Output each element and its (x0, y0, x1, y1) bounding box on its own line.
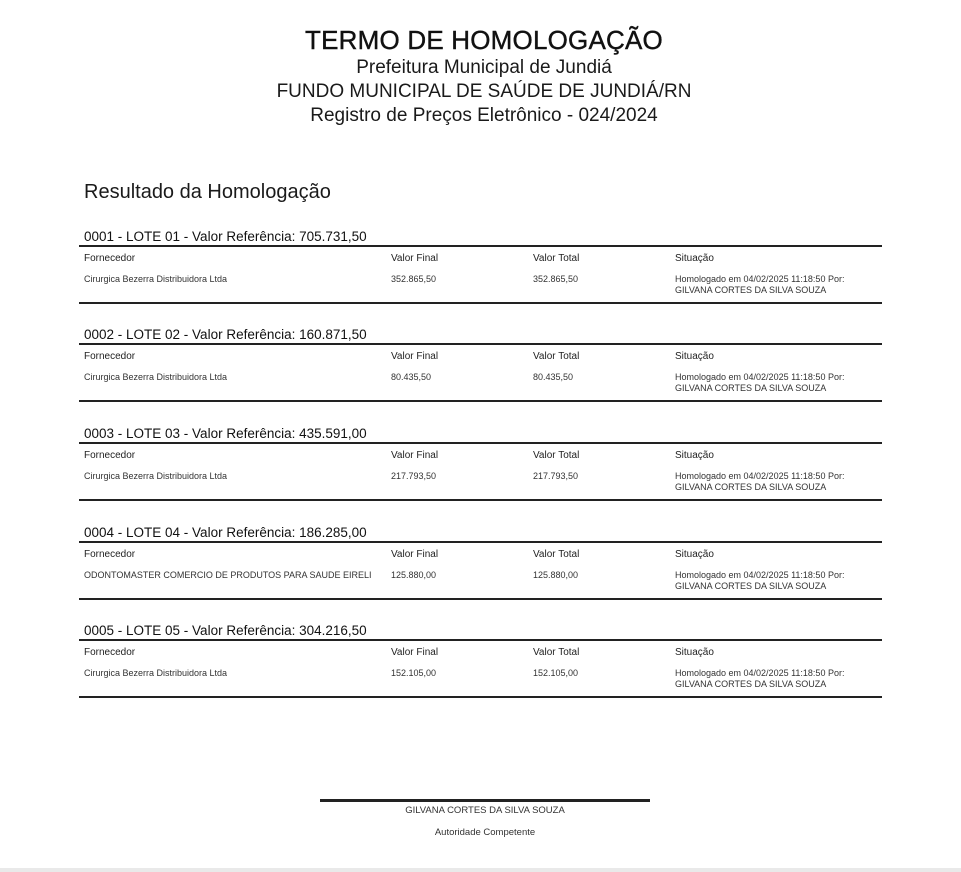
final-value-cell: 217.793,50 (391, 471, 437, 481)
document-header (0, 24, 961, 128)
status-cell: Homologado em 04/02/2025 11:18:50 Por: GILVANA CORTES DA SILVA SOUZA (675, 372, 845, 393)
lot-heading: 0001 - LOTE 01 - Valor Referência: 705.731,50 (79, 230, 882, 247)
final-value-cell: 352.865,50 (391, 274, 437, 284)
lot-block (79, 230, 882, 304)
total-value-cell: 352.865,50 (533, 274, 579, 284)
total-value-cell: 152.105,00 (533, 668, 579, 678)
lot-table (79, 247, 882, 304)
column-header-valor-final: Valor Final (391, 450, 439, 461)
table-row (79, 265, 882, 303)
column-header-fornecedor: Fornecedor (84, 253, 136, 264)
table-row (79, 561, 882, 599)
total-value-cell: 80.435,50 (533, 372, 574, 382)
column-header-fornecedor: Fornecedor (84, 450, 136, 461)
table-row (79, 462, 882, 500)
status-cell: Homologado em 04/02/2025 11:18:50 Por: GILVANA CORTES DA SILVA SOUZA (675, 274, 845, 295)
total-value-cell: 217.793,50 (533, 471, 579, 481)
lot-heading: 0005 - LOTE 05 - Valor Referência: 304.216,50 (79, 624, 882, 641)
final-value-cell: 80.435,50 (391, 372, 432, 382)
final-value-cell: 125.880,00 (391, 570, 437, 580)
column-header-situacao: Situação (675, 450, 714, 461)
status-cell: Homologado em 04/02/2025 11:18:50 Por: GILVANA CORTES DA SILVA SOUZA (675, 471, 845, 492)
lot-table (79, 641, 882, 698)
lot-heading: 0002 - LOTE 02 - Valor Referência: 160.871,50 (79, 328, 882, 345)
page-bottom-edge (0, 868, 961, 872)
supplier-cell: Cirurgica Bezerra Distribuidora Ltda (84, 274, 228, 284)
fund-name: FUNDO MUNICIPAL DE SAÚDE DE JUNDIÁ/RN (276, 81, 692, 102)
document-title: TERMO DE HOMOLOGAÇÃO (305, 25, 663, 55)
column-header-valor-total: Valor Total (533, 450, 580, 461)
column-header-fornecedor: Fornecedor (84, 351, 136, 362)
table-header-row (79, 345, 882, 363)
supplier-cell: Cirurgica Bezerra Distribuidora Ltda (84, 372, 228, 382)
signatory-role: Autoridade Competente (434, 827, 536, 838)
supplier-cell: ODONTOMASTER COMERCIO DE PRODUTOS PARA SAUDE EIRELI (84, 570, 372, 580)
lot-table (79, 543, 882, 600)
procurement-process: Registro de Preços Eletrônico - 024/2024 (310, 105, 658, 126)
lot-heading: 0003 - LOTE 03 - Valor Referência: 435.591,00 (79, 427, 882, 444)
column-header-valor-final: Valor Final (391, 549, 439, 560)
signature-block (320, 799, 650, 839)
supplier-cell: Cirurgica Bezerra Distribuidora Ltda (84, 668, 228, 678)
column-header-fornecedor: Fornecedor (84, 549, 136, 560)
table-header-row (79, 641, 882, 659)
lot-table (79, 444, 882, 501)
table-header-row (79, 247, 882, 265)
column-header-situacao: Situação (675, 647, 714, 658)
section-title: Resultado da Homologação (84, 181, 331, 203)
organization-name: Prefeitura Municipal de Jundiá (356, 57, 612, 78)
lot-block (79, 526, 882, 600)
lot-block (79, 624, 882, 698)
signatory-name: GILVANA CORTES DA SILVA SOUZA (405, 805, 565, 816)
final-value-cell: 152.105,00 (391, 668, 437, 678)
column-header-valor-total: Valor Total (533, 253, 580, 264)
lot-block (79, 328, 882, 402)
column-header-valor-final: Valor Final (391, 647, 439, 658)
total-value-cell: 125.880,00 (533, 570, 579, 580)
status-cell: Homologado em 04/02/2025 11:18:50 Por: GILVANA CORTES DA SILVA SOUZA (675, 668, 845, 689)
column-header-valor-total: Valor Total (533, 351, 580, 362)
column-header-situacao: Situação (675, 253, 714, 264)
column-header-situacao: Situação (675, 549, 714, 560)
table-header-row (79, 543, 882, 561)
table-header-row (79, 444, 882, 462)
table-row (79, 363, 882, 401)
column-header-valor-final: Valor Final (391, 351, 439, 362)
lot-block (79, 427, 882, 501)
column-header-fornecedor: Fornecedor (84, 647, 136, 658)
table-row (79, 659, 882, 697)
status-cell: Homologado em 04/02/2025 11:18:50 Por: GILVANA CORTES DA SILVA SOUZA (675, 570, 845, 591)
supplier-cell: Cirurgica Bezerra Distribuidora Ltda (84, 471, 228, 481)
column-header-valor-total: Valor Total (533, 549, 580, 560)
column-header-situacao: Situação (675, 351, 714, 362)
column-header-valor-final: Valor Final (391, 253, 439, 264)
column-header-valor-total: Valor Total (533, 647, 580, 658)
signature-line (320, 799, 650, 802)
lot-table (79, 345, 882, 402)
lot-heading: 0004 - LOTE 04 - Valor Referência: 186.285,00 (79, 526, 882, 543)
